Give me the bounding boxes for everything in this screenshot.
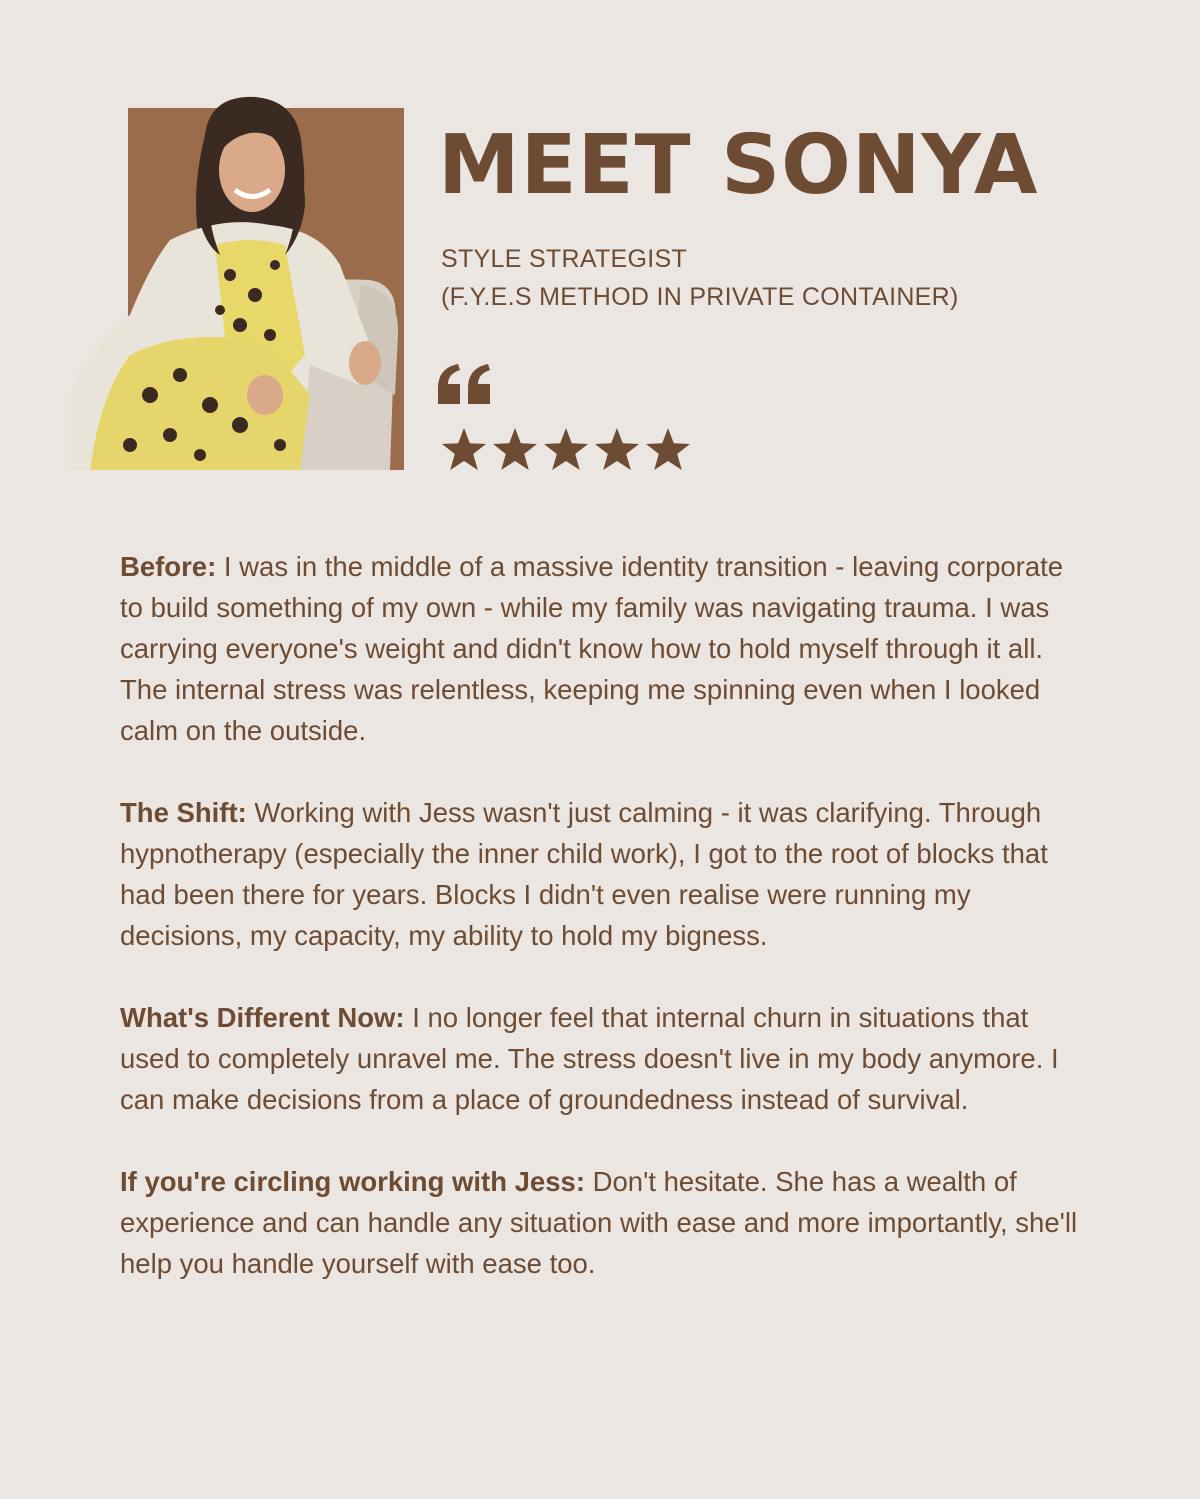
subtitle-method: (F.Y.E.S METHOD IN PRIVATE CONTAINER): [441, 283, 959, 311]
paragraph-different-now: [120, 997, 1090, 1120]
text-shift: Working with Jess wasn't just calming - it was clarifying. Through hypnotherapy (especially the inner child work), I got to the root of blocks that had been there for years. Blocks I didn't even realise were running my decisions, my capacity, my ability to hold my bigness.: [120, 797, 1048, 951]
paragraph-circling: [120, 1161, 1090, 1284]
subtitle: [441, 240, 959, 316]
subtitle-role: STYLE STRATEGIST: [441, 245, 688, 273]
label-shift: The Shift:: [120, 797, 247, 828]
label-before: Before:: [120, 551, 217, 582]
star-icon: [491, 428, 539, 474]
star-icon: [644, 428, 692, 474]
text-different-now: I no longer feel that internal churn in situations that used to completely unravel me. The stress doesn't live in my body anymore. I can make decisions from a place of groundedness instead of survival.: [120, 1002, 1059, 1115]
label-different-now: What's Different Now:: [120, 1002, 405, 1033]
star-icon: [542, 428, 590, 474]
quote-icon: [436, 364, 494, 411]
page-title: MEET SONYA: [438, 118, 1039, 213]
text-before: I was in the middle of a massive identity transition - leaving corporate to build something of my own - while my family was navigating trauma. I was carrying everyone's weight and didn't know how to hold myself through it all. The internal stress was relentless, keeping me spinning even when I looked calm on the outside.: [120, 551, 1064, 746]
portrait-photo: [70, 95, 404, 470]
star-rating: [440, 428, 692, 474]
text-circling: Don't hesitate. She has a wealth of experience and can handle any situation with ease and more importantly, she'll help you handle yourself with ease too.: [120, 1166, 1078, 1279]
paragraph-before: [120, 546, 1090, 751]
star-icon: [593, 428, 641, 474]
testimonial-body: [120, 546, 1090, 1325]
label-circling: If you're circling working with Jess:: [120, 1166, 585, 1197]
paragraph-shift: [120, 792, 1090, 956]
star-icon: [440, 428, 488, 474]
